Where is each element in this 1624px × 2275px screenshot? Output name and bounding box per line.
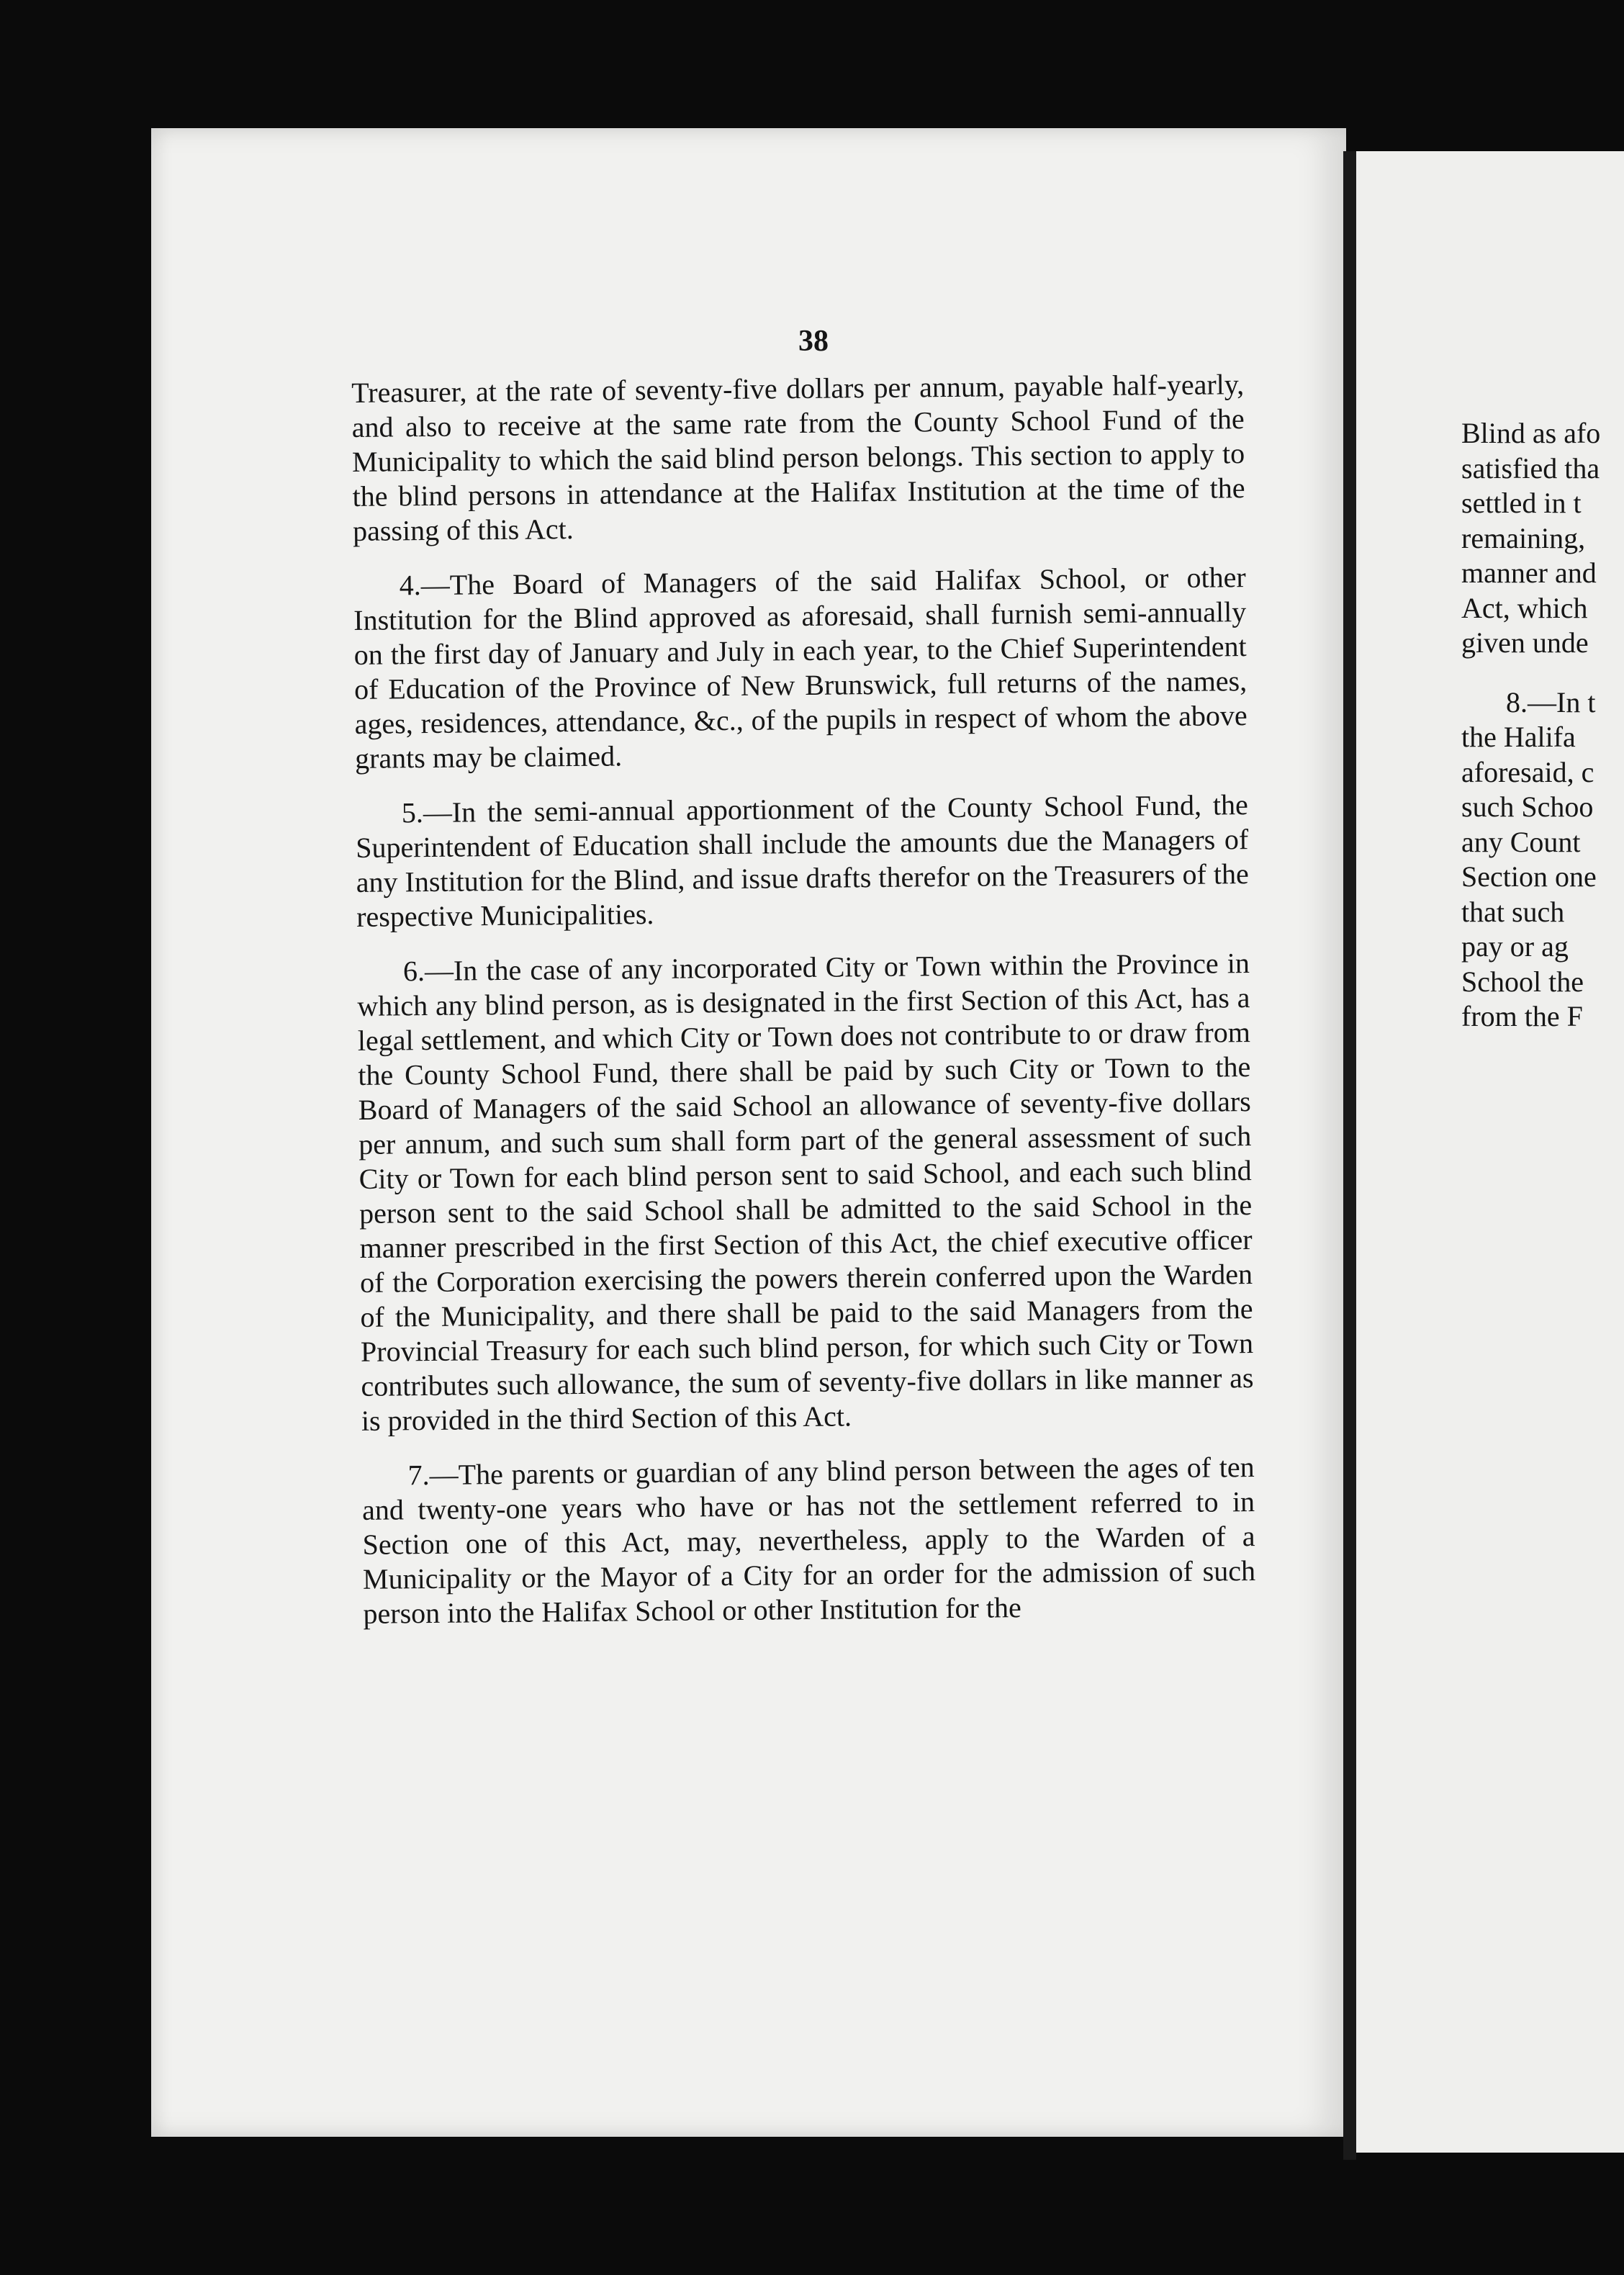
right-line: that such (1461, 895, 1565, 928)
right-line: aforesaid, c (1461, 755, 1594, 788)
book-gutter (1343, 151, 1356, 2160)
right-line: Act, which (1461, 591, 1588, 624)
right-line: any Count (1461, 825, 1581, 858)
left-page-text (351, 367, 1256, 1652)
right-line: 8.—In t (1506, 685, 1596, 718)
paragraph-section-4: 4.—The Board of Managers of the said Halifax School, or other Institution for the Blind approved as aforesaid, shall furnish semi-annually on the first day of January and July in each year, to the Chief Superintendent of Education of the Province of New Brunswick, full returns of the names, ages, residences, attendance, &c., of the pupils in respect of whom the above grants may be claimed. (353, 561, 1248, 775)
right-line: the Halifa (1461, 721, 1576, 753)
right-line: Section one (1461, 860, 1597, 893)
right-line: School the (1461, 965, 1584, 998)
right-line: Blind as afo (1461, 417, 1601, 449)
right-line: remaining, (1461, 521, 1586, 554)
right-line: settled in t (1461, 487, 1582, 519)
paragraph-section-5: 5.—In the semi-annual apportionment of the County School Fund, the Superintendent of Education shall include the amounts due the Managers of any Institution for the Blind, and issue drafts therefor on the Treasurers of the respective Municipalities. (356, 788, 1249, 933)
right-line: such Schoo (1461, 790, 1594, 823)
right-line: pay or ag (1461, 930, 1569, 963)
right-line: satisfied tha (1461, 451, 1600, 485)
right-line: manner and (1461, 557, 1597, 589)
paragraph-continuation: Treasurer, at the rate of seventy-five dollars per annum, payable half-yearly, and also to receive at the same rate from the County School Fund of the Municipality to which the said blind person belongs. This section to apply to the blind persons in attendance at the Halifax Institution at the time of the passing of this Act. (351, 368, 1245, 547)
paragraph-gap (1461, 661, 1624, 685)
right-line: given unde (1461, 626, 1589, 659)
right-page-text (1461, 416, 1624, 1035)
paragraph-section-7: 7.—The parents or guardian of any blind person between the ages of ten and twenty-one years who have or has not the settlement referred to in Section one of this Act, may, nevertheless, apply to the Warden of a Municipality or the Mayor of a City for an order for the admission of such person into the Halifax School or other Institution for the (361, 1451, 1256, 1630)
right-line: from the F (1461, 1000, 1583, 1032)
page-number: 38 (798, 325, 829, 358)
paragraph-section-6: 6.—In the case of any incorporated City or Town within the Province in which any blind person, as is designated in the first Section of this Act, has a legal settlement, and which City or Town does not contribute to or draw from the County School Fund, there shall be paid by such City or Town to the Board of Managers of the said School an allowance of seventy-five dollars per annum, and such sum shall form part of the general assessment of such City or Town for each blind person sent to said School, and each such blind person sent to the said School shall be admitted to the said School in the manner prescribed in the first Section of this Act, the chief executive officer of the Corporation exercising the powers therein conferred upon the Warden of the Municipality, and there shall be paid to the said Managers from the Provincial Treasury for each such blind person, for which such City or Town contributes such allowance, the sum of seventy-five dollars in like manner as is provided in the third Section of this Act. (357, 947, 1254, 1437)
